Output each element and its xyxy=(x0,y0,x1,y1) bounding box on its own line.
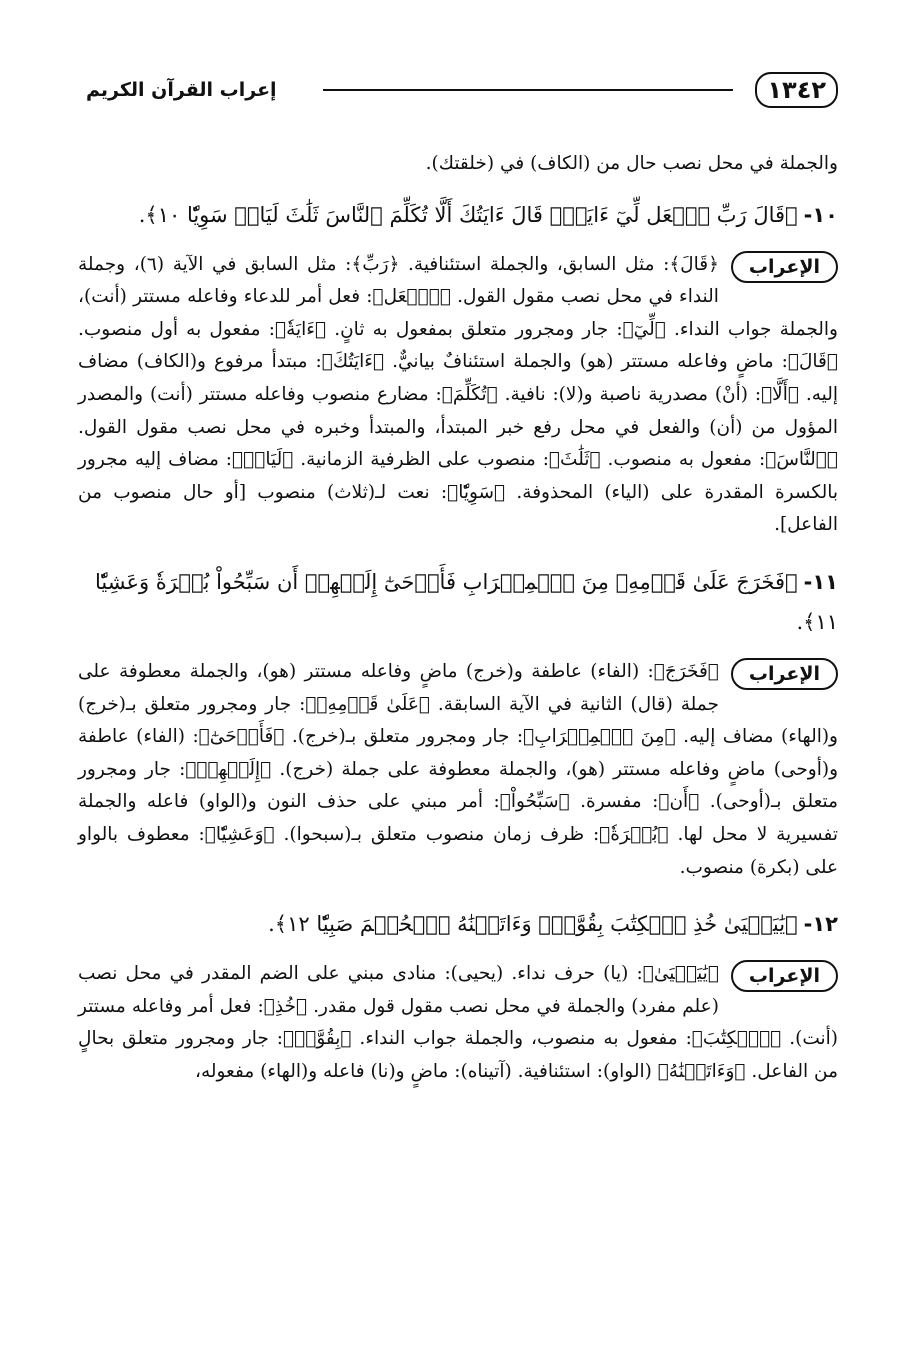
intro-line: والجملة في محل نصب حال من (الكاف) في (خلقتك). xyxy=(425,153,838,174)
header-rule xyxy=(323,89,734,91)
verse-text: ﴿فَخَرَجَ عَلَىٰ قَوۡمِهِۦ مِنَ ٱلۡمِحۡرَابِ فَأَوۡحَىٰٓ إِلَيۡهِمۡ أَن سَبِّحُواْ بُكۡرَةٗ وَعَشِيّٗا ١١﴾. xyxy=(94,569,838,634)
irab-label: الإعراب xyxy=(731,251,838,283)
irab-text: ﴿قَالَ﴾: مثل السابق، والجملة استئنافية. ﴿رَبِّ﴾: مثل السابق في الآية (٦)، وجملة النداء في محل نصب مقول القول. ﴿ٱجۡعَل﴾: فعل أمر للدعاء وفاعله مستتر (أنت)، والجملة جواب النداء. ﴿لِّيٓ﴾: جار ومجرور متعلق بمفعول به ثانٍ. ﴿ءَايَةٗ﴾: مفعول به أول منصوب. ﴿قَالَ﴾: ماضٍ وفاعله مستتر (هو) والجملة استئنافٌ بيانيٌّ. ﴿ءَايَتُكَ﴾: مبتدأ مرفوع و(الكاف) مضاف إليه. ﴿أَلَّا﴾: (أنْ) مصدرية ناصبة و(لا): نافية. ﴿تُكَلِّمَ﴾: مضارع منصوب وفاعله مستتر (أنت) والمصدر المؤول من (أن) والفعل في محل رفع خبر المبتدأ، والمبتدأ وخبره في محل نصب مقول القول. ﴿ٱلنَّاسَ﴾: مفعول به منصوب. ﴿ثَلَٰثَ﴾: منصوب على الظرفية الزمانية. ﴿لَيَالٖ﴾: مضاف إليه مجرور بالكسرة المقدرة على (الياء) المحذوفة. ﴿سَوِيّٗا﴾: نعت لـ(ثلاث) منصوب [أو حال منصوب من الفاعل]. xyxy=(78,253,838,536)
page-header xyxy=(86,68,838,112)
page-content xyxy=(78,148,838,1088)
book-title: إعراب القرآن الكريم xyxy=(86,79,277,101)
verse-line xyxy=(78,195,838,235)
verse-line xyxy=(78,562,838,642)
irab-paragraph xyxy=(78,958,838,1088)
verse-line xyxy=(78,904,838,944)
irab-paragraph xyxy=(78,249,838,542)
section-verse-10 xyxy=(78,195,838,542)
irab-text: ﴿يَٰيَحۡيَىٰ﴾: (يا) حرف نداء. (يحيى): منادى مبني على الضم المقدر في محل نصب (علم مفرد) والجملة في محل نصب مقول قول مقدر. ﴿خُذِ﴾: فعل أمر وفاعله مستتر (أنت). ﴿ٱلۡكِتَٰبَ﴾: مفعول به منصوب، والجملة جواب النداء. ﴿بِقُوَّةٖ﴾: جار ومجرور متعلق بحالٍ من الفاعل. ﴿وَءَاتَيۡنَٰهُ﴾ (الواو): استئنافية. (آتيناه): ماضٍ و(نا) فاعله و(الهاء) مفعوله، xyxy=(78,963,838,1082)
verse-number: ١٠- xyxy=(803,202,838,227)
irab-text: ﴿فَخَرَجَ﴾: (الفاء) عاطفة و(خرج) ماضٍ وفاعله مستتر (هو)، والجملة معطوفة على جملة (قال) الثانية في الآية السابقة. ﴿عَلَىٰ قَوۡمِهِۦ﴾: جار ومجرور متعلق بـ(خرج) و(الهاء) مضاف إليه. ﴿مِنَ ٱلۡمِحۡرَابِ﴾: جار ومجرور متعلق بـ(خرج). ﴿فَأَوۡحَىٰٓ﴾: (الفاء) عاطفة و(أوحى) ماضٍ وفاعله مستتر (هو)، والجملة معطوفة على جملة (خرج). ﴿إِلَيۡهِمۡ﴾: جار ومجرور متعلق بـ(أوحى). ﴿أَن﴾: مفسرة. ﴿سَبِّحُواْ﴾: أمر مبني على حذف النون و(الواو) فاعله والجملة تفسيرية لا محل لها. ﴿بُكۡرَةٗ﴾: ظرف زمان منصوب متعلق بـ(سبحوا). ﴿وَعَشِيّٗا﴾: معطوف بالواو على (بكرة) منصوب. xyxy=(78,660,838,878)
section-verse-12 xyxy=(78,904,838,1088)
verse-number: ١٢- xyxy=(803,912,838,937)
irab-paragraph xyxy=(78,656,838,884)
verse-number: ١١- xyxy=(803,569,838,594)
irab-label: الإعراب xyxy=(731,960,838,992)
verse-text: ﴿يَٰيَحۡيَىٰ خُذِ ٱلۡكِتَٰبَ بِقُوَّةٖۖ وَءَاتَيۡنَٰهُ ٱلۡحُكۡمَ صَبِيّٗا ١٢﴾. xyxy=(268,912,798,937)
verse-text: ﴿قَالَ رَبِّ ٱجۡعَل لِّيٓ ءَايَةٗۚ قَالَ ءَايَتُكَ أَلَّا تُكَلِّمَ ٱلنَّاسَ ثَلَٰثَ لَيَالٖ سَوِيّٗا ١٠﴾. xyxy=(138,202,798,227)
page-number: ١٣٤٢ xyxy=(755,72,838,108)
irab-label: الإعراب xyxy=(731,658,838,690)
section-verse-11 xyxy=(78,562,838,884)
